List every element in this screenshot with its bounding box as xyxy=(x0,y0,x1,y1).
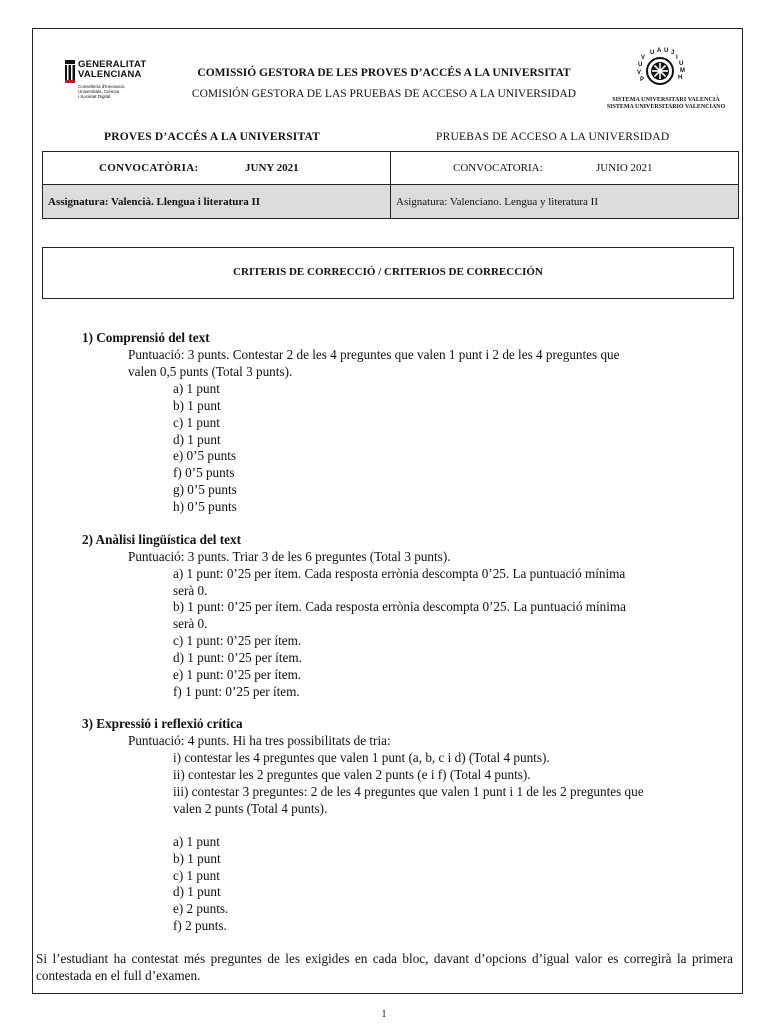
list-item: valen 2 punts (Total 4 punts). xyxy=(173,801,328,816)
final-note: Si l’estudiant ha contestat més preguntes de les exigides en cada bloc, davant d’opcions d’igual valor es corregirà la primera contestada en el full d’examen. xyxy=(36,951,733,983)
list-item: serà 0. xyxy=(173,583,208,598)
list-item: e) 2 punts. xyxy=(173,901,229,916)
list-item: d) 1 punt: 0’25 per ítem. xyxy=(173,650,302,665)
section-1-score-line: Puntuació: 3 punts. Contestar 2 de les 4 preguntes que valen 1 punt i 2 de les 4 preguntes que xyxy=(128,347,620,362)
organization-spanish: COMISIÓN GESTORA DE LAS PRUEBAS DE ACCESO A LA UNIVERSIDAD xyxy=(191,88,577,100)
list-item: d) 1 punt xyxy=(173,884,221,899)
svg-text:V: V xyxy=(637,70,642,76)
section-2-score-line: Puntuació: 3 punts. Triar 3 de les 6 preguntes (Total 3 punts). xyxy=(128,549,451,564)
convocatoria-label-spanish: CONVOCATORIA: xyxy=(453,162,543,174)
exam-title-catalan: PROVES D’ACCÉS A LA UNIVERSITAT xyxy=(104,131,321,143)
svg-text:U: U xyxy=(679,61,684,67)
list-item: f) 1 punt: 0’25 per ítem. xyxy=(173,684,300,699)
section-3-heading: 3) Expressió i reflexió crítica xyxy=(82,716,243,731)
table-divider xyxy=(390,152,391,218)
generalitat-name: GENERALITAT VALENCIANA xyxy=(78,59,147,80)
list-item: a) 1 punt xyxy=(173,381,220,396)
exam-info-table xyxy=(42,151,739,219)
conselleria-name: Conselleria d'Innovació, Universitats, Ciència i Societat Digital xyxy=(78,84,126,99)
svg-text:J: J xyxy=(671,50,675,56)
svg-text:U: U xyxy=(638,62,643,68)
svg-text:H: H xyxy=(678,75,683,81)
section-1-heading: 1) Comprensió del text xyxy=(82,330,210,345)
svg-text:M: M xyxy=(680,68,685,74)
list-item: a) 1 punt: 0’25 per ítem. Cada resposta errònia descompta 0’25. La puntuació mínima xyxy=(173,566,626,581)
organization-catalan: COMISSIÓ GESTORA DE LES PROVES D’ACCÉS A LA UNIVERSITAT xyxy=(197,67,571,79)
page-number: 1 xyxy=(381,1009,387,1020)
criteria-title-box xyxy=(42,247,734,299)
list-item: e) 1 punt: 0’25 per ítem. xyxy=(173,667,302,682)
list-item: i) contestar les 4 preguntes que valen 1 punt (a, b, c i d) (Total 4 punts). xyxy=(173,750,550,765)
subject-catalan: Assignatura: Valencià. Llengua i literatura II xyxy=(48,196,261,208)
section-2-heading: 2) Anàlisi lingüística del text xyxy=(82,532,241,547)
list-item: c) 1 punt: 0’25 per ítem. xyxy=(173,633,302,648)
list-item: b) 1 punt xyxy=(173,398,221,413)
svg-text:A: A xyxy=(657,48,662,54)
svg-text:I: I xyxy=(676,55,678,61)
list-item: b) 1 punt xyxy=(173,851,221,866)
subject-spanish: Asignatura: Valenciano. Lengua y literatura II xyxy=(396,196,598,208)
svg-text:U: U xyxy=(664,48,669,54)
list-item: b) 1 punt: 0’25 per ítem. Cada resposta errònia descompta 0’25. La puntuació mínima xyxy=(173,599,627,614)
list-item: d) 1 punt xyxy=(173,432,221,447)
svg-text:U: U xyxy=(650,50,655,56)
list-item: e) 0’5 punts xyxy=(173,448,236,463)
svg-text:P: P xyxy=(640,77,645,83)
convocatoria-label-catalan: CONVOCATÒRIA: xyxy=(99,162,199,174)
exam-title-spanish: PRUEBAS DE ACCESO A LA UNIVERSIDAD xyxy=(436,131,670,143)
section-3-score-line: Puntuació: 4 punts. Hi ha tres possibilitats de tria: xyxy=(128,733,391,748)
list-item: serà 0. xyxy=(173,616,208,631)
list-item: f) 2 punts. xyxy=(173,918,227,933)
list-item: iii) contestar 3 preguntes: 2 de les 4 preguntes que valen 1 punt i 1 de les 2 preguntes que xyxy=(173,784,644,799)
criteria-title: CRITERIS DE CORRECCIÓ / CRITERIOS DE CORRECCIÓN xyxy=(233,266,543,278)
list-item: g) 0’5 punts xyxy=(173,482,237,497)
university-system-logo-icon xyxy=(628,45,692,97)
list-item: ii) contestar les 2 preguntes que valen 2 punts (e i f) (Total 4 punts). xyxy=(173,767,531,782)
university-system-spanish: SISTEMA UNIVERSITARIO VALENCIANO xyxy=(606,104,726,110)
table-divider xyxy=(43,184,738,185)
university-system-catalan: SISTEMA UNIVERSITARI VALENCIÀ xyxy=(612,97,720,103)
svg-text:V: V xyxy=(641,55,646,61)
list-item: f) 0’5 punts xyxy=(173,465,235,480)
section-1-score-line: valen 0,5 punts (Total 3 punts). xyxy=(128,364,293,379)
list-item: h) 0’5 punts xyxy=(173,499,237,514)
list-item: c) 1 punt xyxy=(173,868,220,883)
list-item: a) 1 punt xyxy=(173,834,220,849)
convocatoria-value-spanish: JUNIO 2021 xyxy=(596,162,653,174)
list-item: c) 1 punt xyxy=(173,415,220,430)
convocatoria-value-catalan: JUNY 2021 xyxy=(245,162,299,174)
